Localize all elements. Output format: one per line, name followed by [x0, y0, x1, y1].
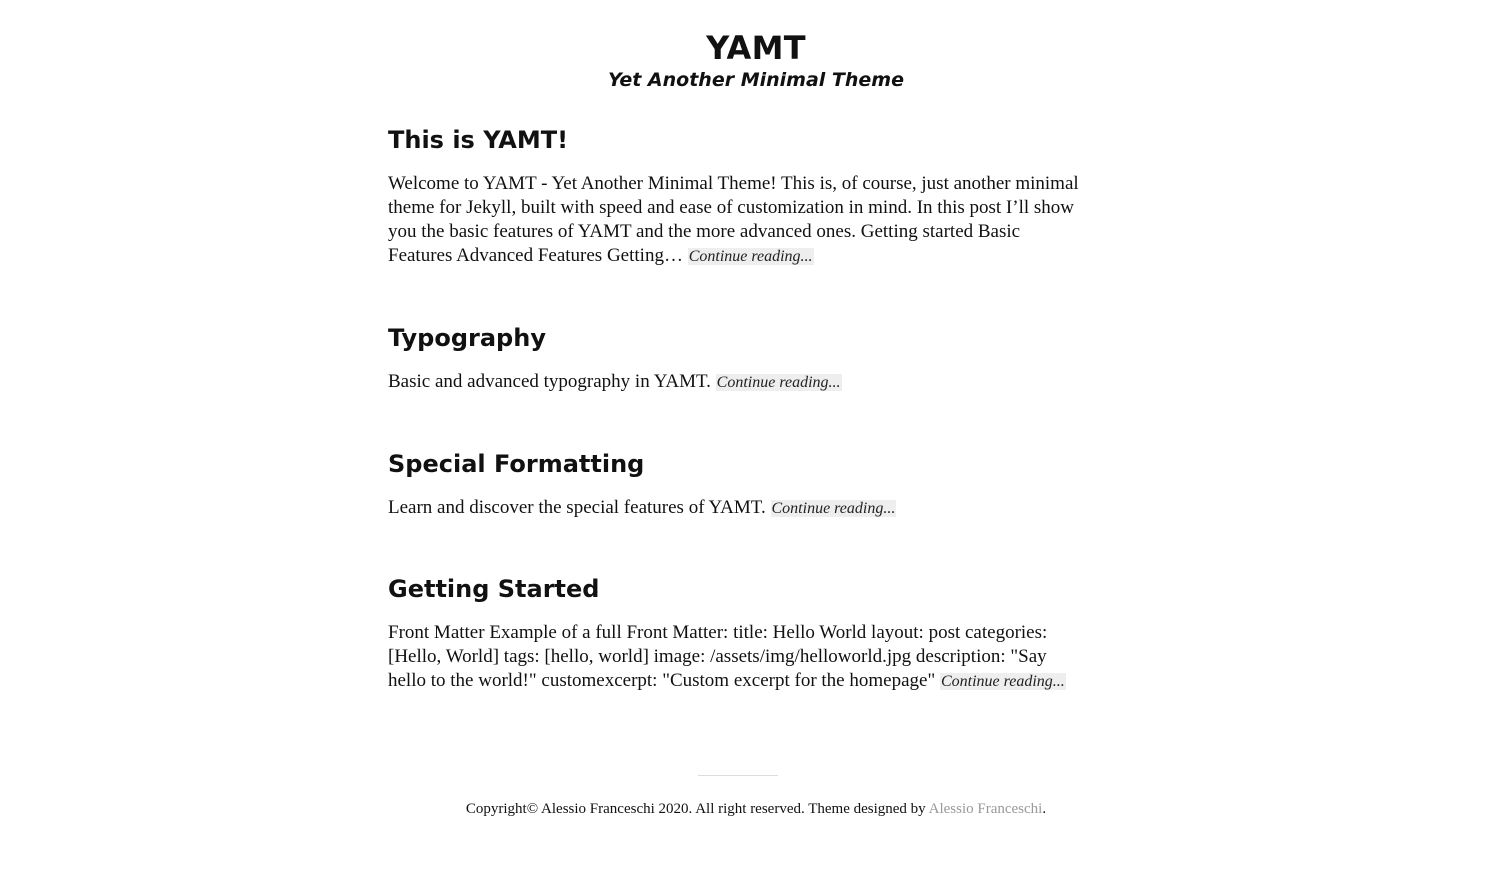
post-title[interactable]: Typography: [388, 324, 546, 352]
continue-reading-link[interactable]: Continue reading...: [716, 374, 841, 391]
site-subtitle: Yet Another Minimal Theme: [608, 69, 904, 91]
post-excerpt-text: Learn and discover the special features of YAMT.: [388, 497, 766, 518]
post-excerpt-text: Front Matter Example of a full Front Matter: title: Hello World layout: post categories: [Hello, World] tags: [hello, world] image: /assets/img/helloworld.jpg description: "Say hello to the world!" customexcerpt: "Custom excerpt for the homepage": [388, 622, 1048, 691]
post-item: [388, 444, 896, 521]
continue-reading-link[interactable]: Continue reading...: [688, 248, 813, 265]
post-excerpt: [388, 172, 1088, 269]
footer-author-link[interactable]: Alessio Franceschi: [928, 801, 1043, 817]
post-excerpt: [388, 370, 842, 395]
post-excerpt: [388, 496, 896, 521]
site-footer: [0, 798, 1512, 820]
post-excerpt: [388, 621, 1088, 694]
post-excerpt-text: Basic and advanced typography in YAMT.: [388, 371, 711, 392]
footer-period: .: [1042, 801, 1047, 817]
continue-reading-link[interactable]: Continue reading...: [771, 500, 896, 517]
post-title[interactable]: Special Formatting: [388, 450, 645, 478]
site-title[interactable]: YAMT: [706, 29, 806, 67]
post-excerpt-text: Welcome to YAMT - Yet Another Minimal Theme! This is, of course, just another minimal theme for Jekyll, built with speed and ease of customization in mind. In this post I’ll show you the basic features of YAMT and the more advanced ones. Getting started Basic Features Advanced Features Getting…: [388, 173, 1079, 266]
continue-reading-link[interactable]: Continue reading...: [940, 673, 1065, 690]
post-item: [388, 569, 1088, 694]
post-item: [388, 318, 842, 395]
post-title[interactable]: This is YAMT!: [388, 126, 569, 154]
post-item: [388, 120, 1088, 269]
post-title[interactable]: Getting Started: [388, 575, 600, 603]
footer-copyright-text: Copyright© Alessio Franceschi 2020. All right reserved. Theme designed by: [465, 801, 926, 817]
site-header: [0, 28, 1512, 92]
footer-divider: [698, 775, 778, 776]
